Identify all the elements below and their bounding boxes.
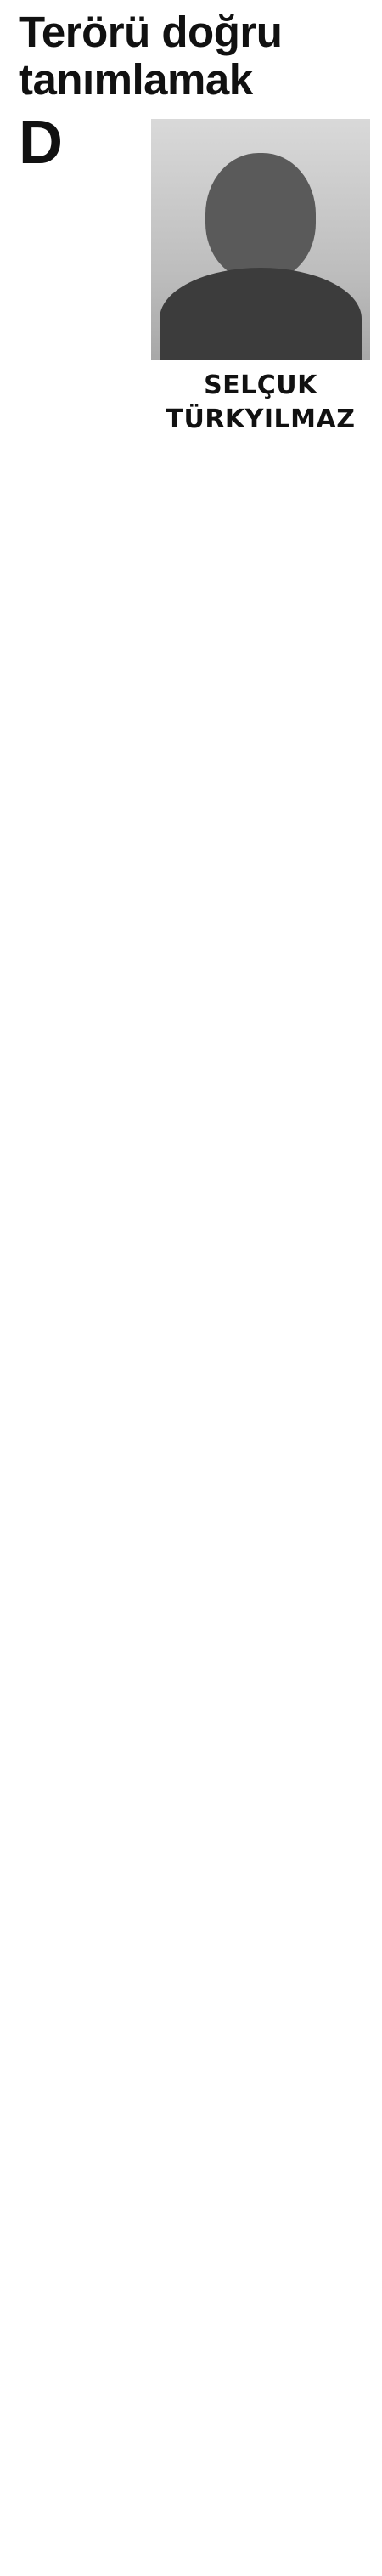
author-name-plate: [151, 360, 370, 446]
paragraph: [19, 658, 370, 749]
headline: Terörü doğru tanımlamak: [19, 8, 283, 104]
paragraph: [19, 1294, 370, 1476]
paragraph: [19, 931, 370, 1112]
paragraph: [19, 1476, 370, 1658]
author-portrait-shoulders: [160, 268, 362, 370]
author-name-line-2: TÜRKYILMAZ: [166, 405, 356, 434]
author-photo-box: [151, 119, 370, 463]
author-portrait: [205, 153, 316, 280]
paragraph: [19, 1112, 370, 1294]
author-byline-strip: [151, 446, 370, 463]
paragraph: [19, 749, 370, 931]
drop-cap: D: [19, 109, 63, 177]
paragraph: [19, 1658, 370, 1840]
article-body: [19, 109, 370, 1840]
lead-section: [19, 109, 370, 658]
author-name-line-1: SELÇUK: [204, 371, 317, 400]
